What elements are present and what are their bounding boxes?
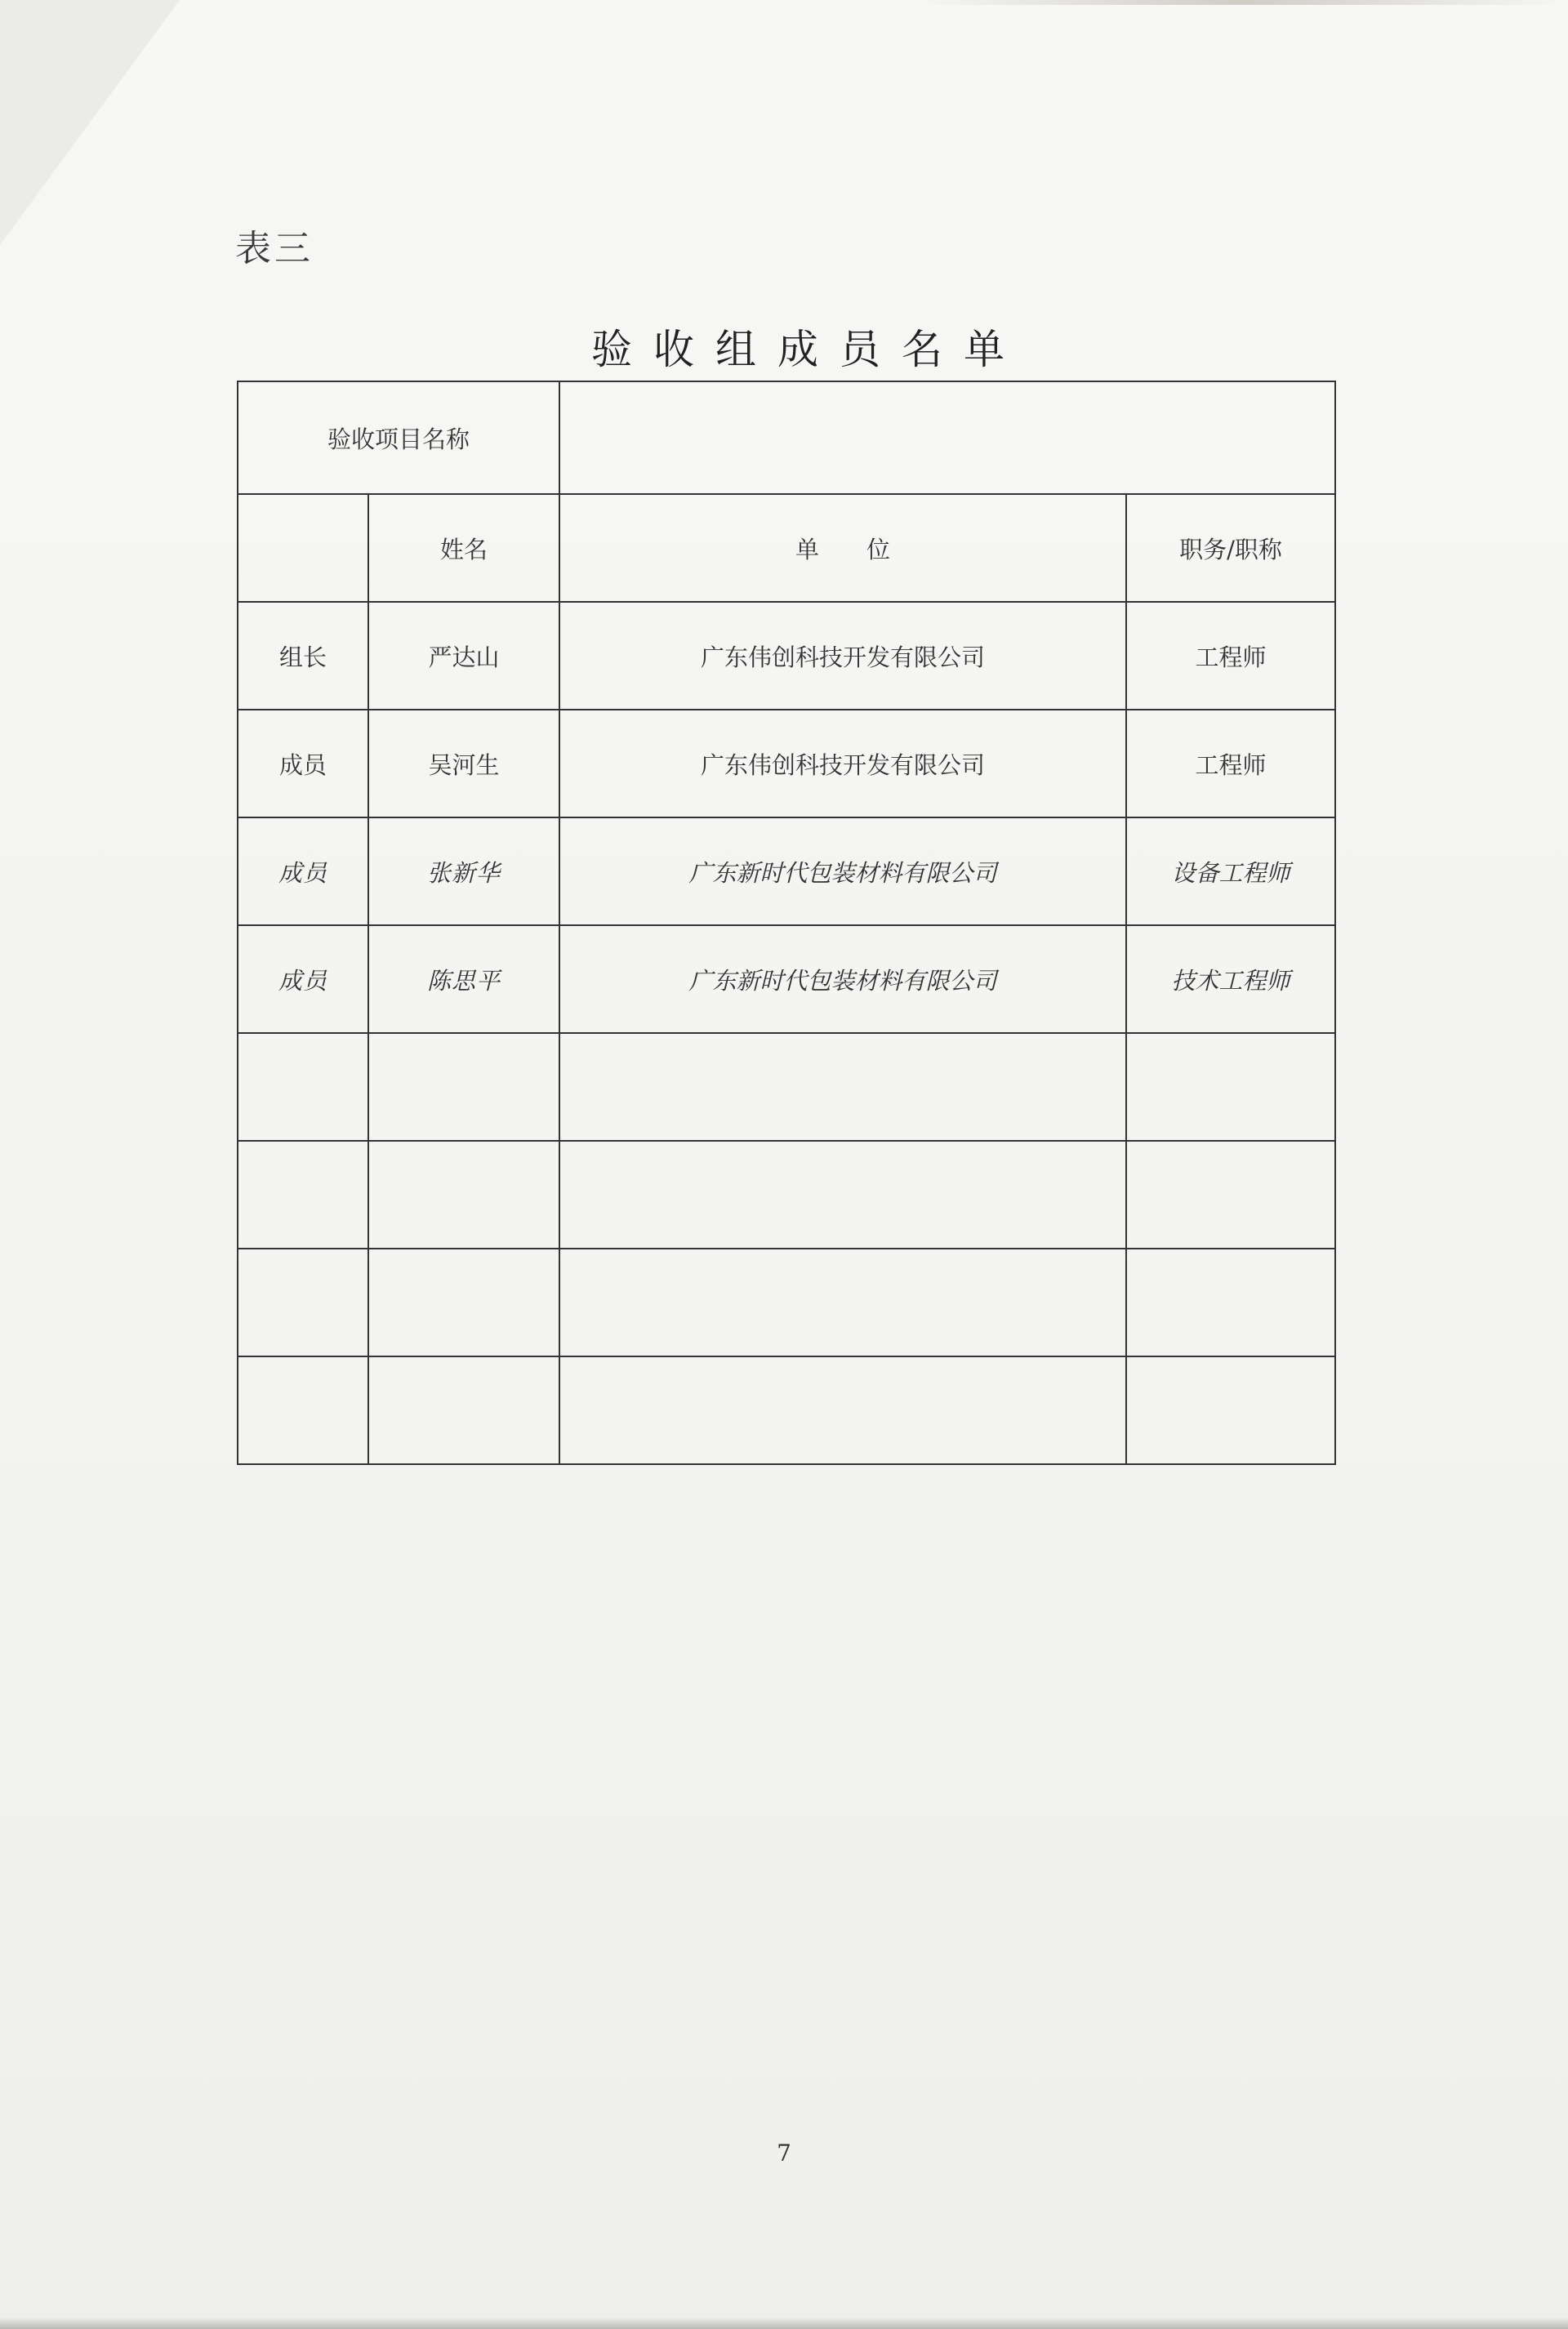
- header-name: 姓名: [368, 494, 559, 602]
- table-row: [238, 1356, 1335, 1464]
- member-name-cell: 张新华: [368, 817, 559, 925]
- header-title: 职务/职称: [1126, 494, 1335, 602]
- header-unit: 单 位: [559, 494, 1126, 602]
- member-unit-cell: 广东新时代包装材料有限公司: [559, 925, 1126, 1033]
- member-unit-cell: [559, 1356, 1126, 1464]
- member-role-cell: [238, 1141, 368, 1249]
- member-name-cell: [368, 1249, 559, 1356]
- member-name-cell: 吴河生: [368, 710, 559, 817]
- member-role-cell: [238, 1033, 368, 1141]
- header-role: [238, 494, 368, 602]
- member-unit-cell: [559, 1033, 1126, 1141]
- table-label: 表三: [235, 228, 314, 269]
- member-title-cell: [1126, 1356, 1335, 1464]
- folded-corner: [0, 0, 180, 245]
- member-table: [237, 381, 1336, 1465]
- member-title-cell: [1126, 1141, 1335, 1249]
- member-name-cell: [368, 1356, 559, 1464]
- project-name-value: [559, 381, 1335, 494]
- table-row: [238, 1033, 1335, 1141]
- table-row: [238, 817, 1335, 925]
- member-role-cell: 成员: [238, 817, 368, 925]
- member-unit-cell: [559, 1249, 1126, 1356]
- member-name-cell: 陈思平: [368, 925, 559, 1033]
- member-role-cell: [238, 1249, 368, 1356]
- member-title-cell: [1126, 1249, 1335, 1356]
- member-unit-cell: 广东新时代包装材料有限公司: [559, 817, 1126, 925]
- member-title-cell: [1126, 1033, 1335, 1141]
- table-row: [238, 1141, 1335, 1249]
- bottom-edge-shadow: [0, 2318, 1568, 2329]
- table-row: [238, 602, 1335, 710]
- member-name-cell: [368, 1033, 559, 1141]
- table-row: [238, 710, 1335, 817]
- header-row: [238, 494, 1335, 602]
- project-row: [238, 381, 1335, 494]
- member-title-cell: 工程师: [1126, 602, 1335, 710]
- member-role-cell: 成员: [238, 710, 368, 817]
- member-role-cell: 组长: [238, 602, 368, 710]
- table-row: [238, 925, 1335, 1033]
- project-name-label: 验收项目名称: [238, 381, 559, 494]
- member-title-cell: 技术工程师: [1126, 925, 1335, 1033]
- member-role-cell: 成员: [238, 925, 368, 1033]
- member-name-cell: [368, 1141, 559, 1249]
- top-edge-shadow: [915, 0, 1568, 5]
- member-title-cell: 设备工程师: [1126, 817, 1335, 925]
- member-unit-cell: 广东伟创科技开发有限公司: [559, 710, 1126, 817]
- member-title-cell: 工程师: [1126, 710, 1335, 817]
- member-unit-cell: 广东伟创科技开发有限公司: [559, 602, 1126, 710]
- document-title: 验收组成员名单: [591, 326, 1026, 373]
- member-name-cell: 严达山: [368, 602, 559, 710]
- table-row: [238, 1249, 1335, 1356]
- member-unit-cell: [559, 1141, 1126, 1249]
- member-role-cell: [238, 1356, 368, 1464]
- page-number: 7: [777, 2140, 791, 2166]
